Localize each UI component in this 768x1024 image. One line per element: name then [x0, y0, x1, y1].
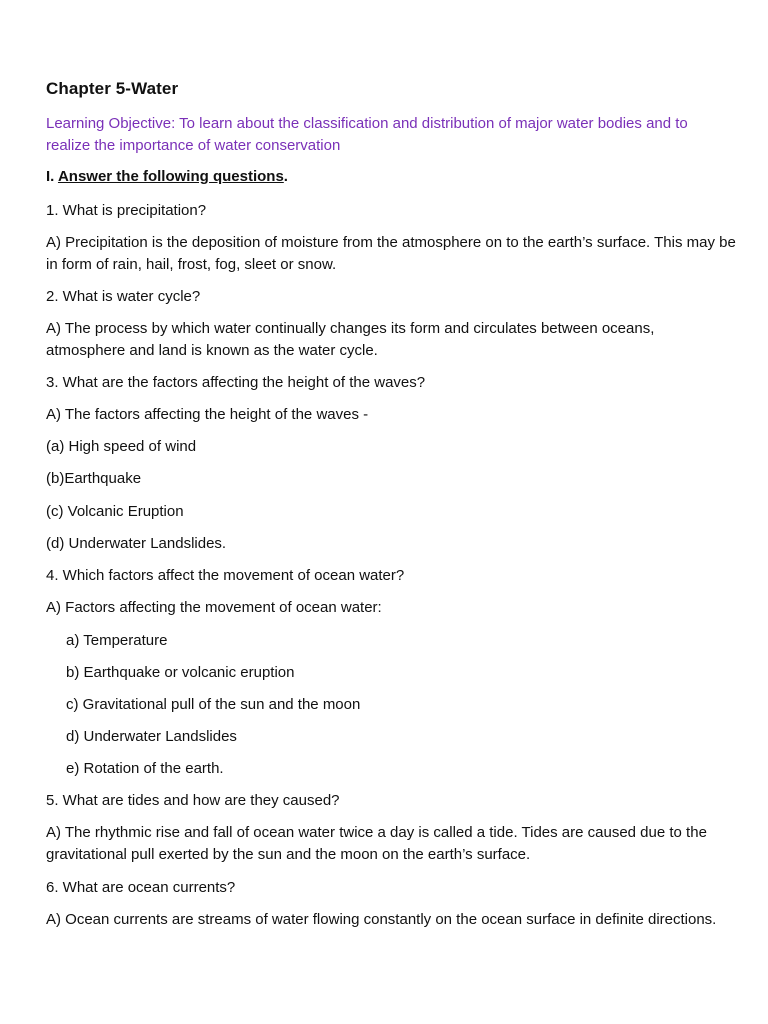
answer-5: A) The rhythmic rise and fall of ocean water twice a day is called a tide. Tides are caused due to the gravitational pull exerted by the sun and the moon on the earth’s surface. [46, 824, 707, 863]
answer-3: A) The factors affecting the height of the waves - [46, 406, 369, 423]
question-4: 4. Which factors affect the movement of ocean water? [46, 567, 405, 584]
question-5: 5. What are tides and how are they caused? [46, 792, 340, 809]
answer-4-item-e: e) Rotation of the earth. [66, 760, 224, 777]
answer-3-item-a: (a) High speed of wind [46, 438, 197, 455]
section-suffix: . [283, 168, 288, 185]
answer-3-item-c: (c) Volcanic Eruption [46, 503, 184, 520]
answer-4-item-d: d) Underwater Landslides [66, 728, 237, 745]
section-heading [46, 168, 288, 185]
answer-3-item-b: (b)Earthquake [46, 470, 142, 487]
answer-4-item-b: b) Earthquake or volcanic eruption [66, 664, 295, 681]
chapter-title: Chapter 5-Water [46, 79, 179, 98]
answer-1: A) Precipitation is the deposition of moisture from the atmosphere on to the earth’s surface. This may be in form of rain, hail, frost, fog, sleet or snow. [46, 234, 736, 273]
section-number: I. [46, 168, 58, 185]
answer-4-item-c: c) Gravitational pull of the sun and the moon [66, 696, 361, 713]
question-3: 3. What are the factors affecting the height of the waves? [46, 374, 426, 391]
question-2: 2. What is water cycle? [46, 288, 201, 305]
question-6: 6. What are ocean currents? [46, 879, 236, 896]
section-label: Answer the following questions [57, 168, 284, 185]
answer-2: A) The process by which water continually changes its form and circulates between oceans, atmosphere and land is known as the water cycle. [46, 320, 655, 359]
answer-6: A) Ocean currents are streams of water flowing constantly on the ocean surface in definite directions. [46, 911, 717, 928]
answer-4: A) Factors affecting the movement of ocean water: [46, 599, 382, 616]
answer-3-item-d: (d) Underwater Landslides. [46, 535, 227, 552]
question-1: 1. What is precipitation? [46, 202, 207, 219]
learning-objective: Learning Objective: To learn about the classification and distribution of major water bodies and to realize the importance of water conservation [46, 115, 688, 154]
answer-4-item-a: a) Temperature [66, 632, 168, 649]
